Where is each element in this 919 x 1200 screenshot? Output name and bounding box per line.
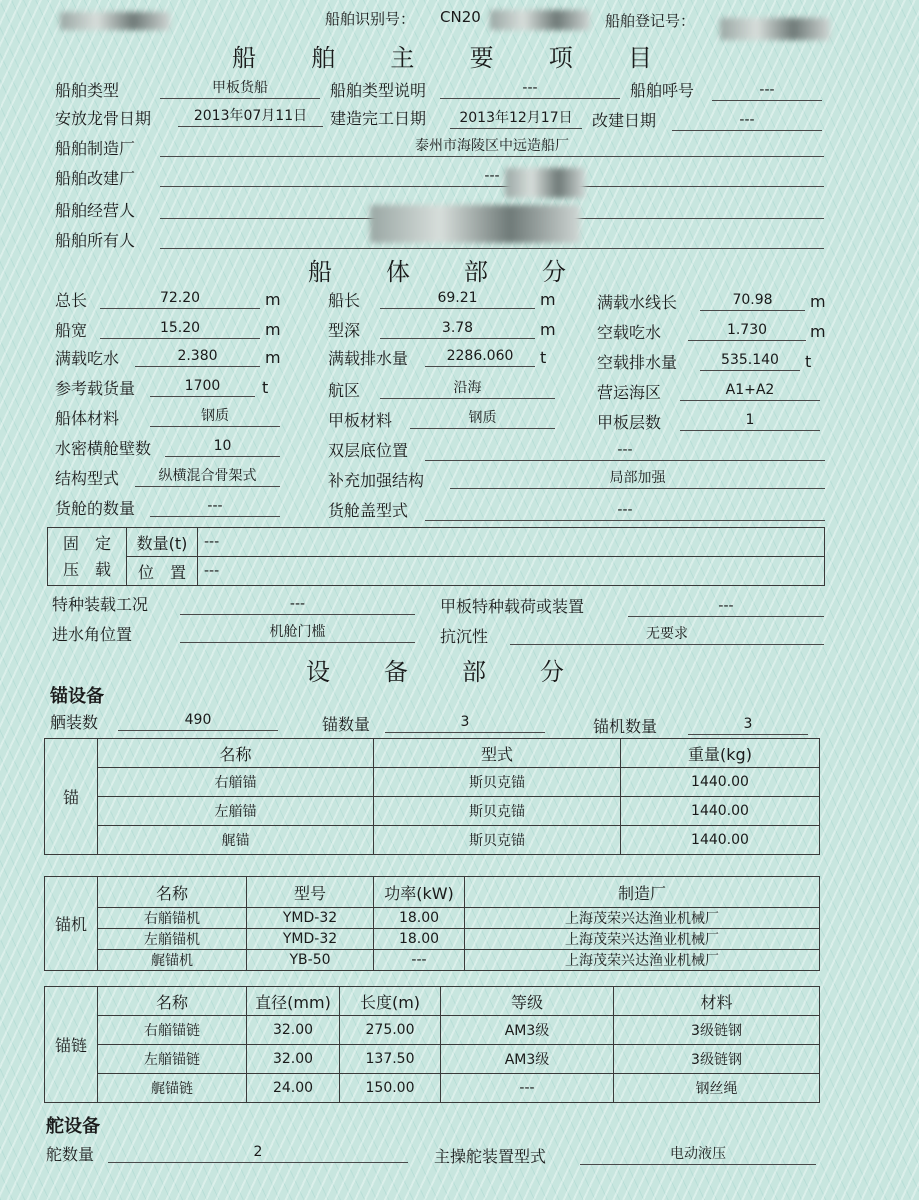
table-cell: 右艏锚机 — [98, 908, 247, 929]
build-date-value: 2013年12月17日 — [450, 108, 582, 129]
double-bottom-value: --- — [425, 440, 825, 461]
table-cell: 斯贝克锚 — [374, 826, 621, 855]
loa-value: 72.20 — [100, 288, 260, 309]
rebuild-date-label: 改建日期 — [592, 111, 657, 130]
unsinkability-label: 抗沉性 — [440, 627, 489, 646]
table-cell: 18.00 — [374, 908, 465, 929]
table-cell: 上海茂荣兴达渔业机械厂 — [465, 950, 820, 971]
hatch-cover-value: --- — [425, 500, 825, 521]
table-cell: 左艏锚链 — [98, 1045, 247, 1074]
rebuilder-value: --- — [160, 166, 824, 187]
table-cell: 275.00 — [340, 1016, 441, 1045]
steering-gear-label: 主操舵装置型式 — [434, 1147, 547, 1166]
lbp-value: 69.21 — [380, 288, 535, 309]
table-header-row — [45, 877, 820, 908]
rebuilder-label: 船舶改建厂 — [55, 169, 136, 188]
ballast-qty-label: 数量(t) — [127, 528, 198, 557]
table-header: 型号 — [247, 877, 374, 908]
special-loading-label: 特种装载工况 — [52, 595, 149, 614]
rudder-count-label: 舵数量 — [46, 1145, 95, 1164]
full-draft-unit: m — [265, 348, 281, 367]
special-loading-value: --- — [180, 594, 415, 615]
ship-type-desc-value: --- — [440, 78, 620, 99]
table-cell: 上海茂荣兴达渔业机械厂 — [465, 929, 820, 950]
deck-material-value: 钢质 — [410, 408, 555, 429]
light-displacement-unit: t — [805, 352, 812, 371]
light-draft-unit: m — [810, 322, 826, 341]
table-cell: 32.00 — [247, 1045, 340, 1074]
redacted-block — [720, 18, 830, 40]
build-date-label: 建造完工日期 — [330, 109, 427, 128]
depth-value: 3.78 — [380, 318, 535, 339]
outfit-number-value: 490 — [118, 710, 278, 731]
table-cell: 斯贝克锚 — [374, 768, 621, 797]
table-cell: 1440.00 — [621, 768, 820, 797]
callsign-value: --- — [712, 80, 822, 101]
table-cell: 3级链钢 — [614, 1045, 820, 1074]
bulkhead-count-value: 10 — [165, 436, 280, 457]
table-cell: 18.00 — [374, 929, 465, 950]
anchor-equipment-heading: 锚设备 — [50, 686, 104, 707]
depth-unit: m — [540, 320, 556, 339]
unsinkability-value: 无要求 — [510, 624, 824, 645]
depth-label: 型深 — [328, 321, 361, 340]
table-cell: 艉锚链 — [98, 1074, 247, 1103]
anchor-table-side: 锚 — [45, 739, 98, 855]
hull-material-value: 钢质 — [150, 406, 280, 427]
full-displacement-unit: t — [540, 348, 547, 367]
redacted-block — [490, 10, 590, 30]
deck-count-label: 甲板层数 — [597, 413, 662, 432]
structure-type-label: 结构型式 — [55, 469, 120, 488]
builder-label: 船舶制造厂 — [55, 139, 136, 158]
anchor-chain-table — [44, 986, 820, 1103]
table-cell: 24.00 — [247, 1074, 340, 1103]
ship-id-value: CN20 — [440, 8, 481, 26]
table-cell: --- — [441, 1074, 614, 1103]
fixed-ballast-table — [47, 527, 825, 586]
double-bottom-label: 双层底位置 — [328, 441, 409, 460]
table-header: 功率(kW) — [374, 877, 465, 908]
table-header: 重量(kg) — [621, 739, 820, 768]
table-cell: AM3级 — [441, 1045, 614, 1074]
operating-area-value: A1+A2 — [680, 380, 820, 401]
table-header-row — [45, 987, 820, 1016]
reinforcement-label: 补充加强结构 — [328, 471, 425, 490]
table-row — [45, 1074, 820, 1103]
table-header: 型式 — [374, 739, 621, 768]
light-displacement-label: 空载排水量 — [597, 353, 678, 372]
deck-count-value: 1 — [680, 410, 820, 431]
registration-label: 船舶登记号： — [605, 12, 696, 30]
section-title-hull: 船 体 部 分 — [308, 258, 566, 286]
table-row — [45, 929, 820, 950]
table-header: 制造厂 — [465, 877, 820, 908]
full-displacement-value: 2286.060 — [425, 346, 535, 367]
rudder-equipment-heading: 舵设备 — [46, 1116, 100, 1137]
windlass-count-value: 3 — [688, 714, 808, 735]
cargo-capacity-unit: t — [262, 378, 269, 397]
table-header-row — [45, 739, 820, 768]
table-cell: 艉锚 — [98, 826, 374, 855]
callsign-label: 船舶呼号 — [630, 81, 695, 100]
hold-count-value: --- — [150, 496, 280, 517]
builder-value: 泰州市海陵区中远造船厂 — [160, 136, 824, 157]
flooding-angle-value: 机舱门槛 — [180, 622, 415, 643]
table-cell: 左艏锚 — [98, 797, 374, 826]
hull-material-label: 船体材料 — [55, 409, 120, 428]
light-draft-label: 空载吃水 — [597, 323, 662, 342]
operating-area-label: 营运海区 — [597, 383, 662, 402]
anchor-table — [44, 738, 820, 855]
table-cell: 1440.00 — [621, 826, 820, 855]
lwl-unit: m — [810, 292, 826, 311]
lwl-label: 满载水线长 — [597, 293, 678, 312]
keel-date-label: 安放龙骨日期 — [55, 109, 152, 128]
steering-gear-value: 电动液压 — [580, 1144, 816, 1165]
table-header: 名称 — [98, 987, 247, 1016]
table-cell: 钢丝绳 — [614, 1074, 820, 1103]
navigation-area-value: 沿海 — [380, 378, 555, 399]
redacted-block — [370, 205, 580, 243]
table-cell: AM3级 — [441, 1016, 614, 1045]
table-row — [45, 797, 820, 826]
windlass-count-label: 锚机数量 — [593, 717, 658, 736]
table-header: 直径(mm) — [247, 987, 340, 1016]
hatch-cover-label: 货舱盖型式 — [328, 501, 409, 520]
table-header: 名称 — [98, 877, 247, 908]
full-displacement-label: 满载排水量 — [328, 349, 409, 368]
keel-date-value: 2013年07月11日 — [178, 106, 323, 127]
deck-material-label: 甲板材料 — [328, 411, 393, 430]
deck-load-value: --- — [628, 596, 824, 617]
owner-label: 船舶所有人 — [55, 231, 136, 250]
table-header: 名称 — [98, 739, 374, 768]
table-row — [45, 908, 820, 929]
rudder-count-value: 2 — [108, 1142, 408, 1163]
deck-load-label: 甲板特种载荷或装置 — [440, 597, 585, 616]
table-cell: 左艏锚机 — [98, 929, 247, 950]
table-cell: 1440.00 — [621, 797, 820, 826]
table-cell: 上海茂荣兴达渔业机械厂 — [465, 908, 820, 929]
lbp-label: 船长 — [328, 291, 361, 310]
ballast-qty-value: --- — [198, 528, 825, 557]
ballast-side-label: 固 定 压 载 — [48, 528, 127, 586]
redacted-block — [60, 12, 170, 30]
table-header: 材料 — [614, 987, 820, 1016]
table-cell: 右艏锚 — [98, 768, 374, 797]
ship-type-value: 甲板货船 — [160, 78, 320, 99]
rebuild-date-value: --- — [672, 110, 822, 131]
windlass-table-side: 锚机 — [45, 877, 98, 971]
lbp-unit: m — [540, 290, 556, 309]
table-row — [45, 1045, 820, 1074]
table-cell: YB-50 — [247, 950, 374, 971]
hold-count-label: 货舱的数量 — [55, 499, 136, 518]
table-row — [45, 950, 820, 971]
table-cell: YMD-32 — [247, 908, 374, 929]
ballast-position-label: 位 置 — [127, 557, 198, 586]
table-cell: 137.50 — [340, 1045, 441, 1074]
redacted-block — [505, 168, 585, 198]
table-cell: 32.00 — [247, 1016, 340, 1045]
beam-value: 15.20 — [100, 318, 260, 339]
ballast-position-value: --- — [198, 557, 825, 586]
loa-unit: m — [265, 290, 281, 309]
reinforcement-value: 局部加强 — [450, 468, 825, 489]
bulkhead-count-label: 水密横舱壁数 — [55, 439, 152, 458]
table-cell: --- — [374, 950, 465, 971]
table-cell: YMD-32 — [247, 929, 374, 950]
chain-table-side: 锚链 — [45, 987, 98, 1103]
section-title-main: 船 舶 主 要 项 目 — [232, 44, 652, 72]
beam-label: 船宽 — [55, 321, 88, 340]
beam-unit: m — [265, 320, 281, 339]
full-draft-label: 满载吃水 — [55, 349, 120, 368]
lwl-value: 70.98 — [700, 290, 805, 311]
table-cell: 艉锚机 — [98, 950, 247, 971]
loa-label: 总长 — [55, 291, 88, 310]
table-cell: 右艏锚链 — [98, 1016, 247, 1045]
table-cell: 3级链钢 — [614, 1016, 820, 1045]
section-title-equipment: 设 备 部 分 — [306, 658, 564, 686]
outfit-number-label: 舾装数 — [50, 713, 99, 732]
ship-id-label: 船舶识别号： — [325, 10, 416, 28]
anchor-count-value: 3 — [385, 712, 545, 733]
windlass-table — [44, 876, 820, 971]
operator-label: 船舶经营人 — [55, 201, 136, 220]
table-header: 等级 — [441, 987, 614, 1016]
table-cell: 斯贝克锚 — [374, 797, 621, 826]
ship-type-label: 船舶类型 — [55, 81, 120, 100]
flooding-angle-label: 进水角位置 — [52, 625, 133, 644]
table-row — [45, 1016, 820, 1045]
full-draft-value: 2.380 — [135, 346, 260, 367]
navigation-area-label: 航区 — [328, 381, 361, 400]
table-row — [45, 768, 820, 797]
light-draft-value: 1.730 — [688, 320, 806, 341]
cargo-capacity-label: 参考载货量 — [55, 379, 136, 398]
anchor-count-label: 锚数量 — [322, 715, 371, 734]
table-row — [45, 826, 820, 855]
light-displacement-value: 535.140 — [700, 350, 800, 371]
table-cell: 150.00 — [340, 1074, 441, 1103]
table-header: 长度(m) — [340, 987, 441, 1016]
cargo-capacity-value: 1700 — [150, 376, 255, 397]
ship-type-desc-label: 船舶类型说明 — [330, 81, 427, 100]
structure-type-value: 纵横混合骨架式 — [135, 466, 280, 487]
